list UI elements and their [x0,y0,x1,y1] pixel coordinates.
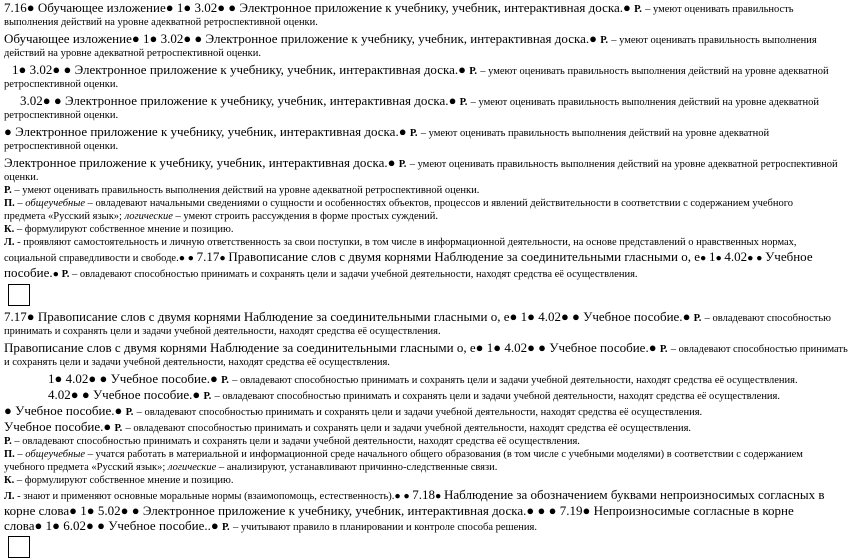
line-31: К. – формулируют собственное мнение и позицию. [4,475,234,486]
line-9: ● Электронное приложение к учебнику, учебник, интерактивная доска.● Р. – умеют оценивать правильность выполнения действий на уровне адекватной [4,124,770,139]
line-2: выполнения действий на уровне адекватной ретроспективной оценки. [4,17,318,28]
line-11: Электронное приложение к учебнику, учебник, интерактивная доска.● Р. – умеют оценивать правильность выполнения действий на уровне адекватной ретроспективной [4,155,838,170]
line-32: Л. - знают и применяют основные моральные нормы (взаимопомощь, естественность).● ● 7.18● Наблюдение за обозначением буквами непроизносимых согласных в [4,487,825,502]
line-29: П. – общеучебные – учатся работать в материальной и информационной среде начального общего образования (в том числе с учебными моделями) в соответствии с содержанием [4,449,803,460]
empty-cell-box [8,284,30,306]
line-21: принимать и сохранять цели и задачи учебной деятельности, находят средства её осуществления. [4,326,441,337]
line-33: корне слова● 1● 5.02● ● Электронное приложение к учебнику, учебник, интерактивная доска.● ● ● 7.19● Непроизносимые согласные в корне [4,503,794,518]
line-30: учебного предмета «Русский язык»; логические – анализируют, устанавливают причинно-следственные связи. [4,462,498,473]
line-24: 1● 4.02● ● Учебное пособие.● Р. – овладевают способностью принимать и сохранять цели и задачи учебной деятельности, находят средства её осуществления. [48,371,798,386]
line-22: Правописание слов с двумя корнями Наблюдение за соединительными гласными о, е● 1● 4.02● ● Учебное пособие.● Р. – овладевают способностью принимать [4,340,848,355]
line-20: 7.17● Правописание слов с двумя корнями Наблюдение за соединительными гласными о, е● 1● 4.02● ● Учебное пособие.● Р. – овладевают способностью [4,309,831,324]
line-10: ретроспективной оценки. [4,141,119,152]
line-4: действий на уровне адекватной ретроспективной оценки. [4,48,261,59]
line-28: Р. – овладевают способностью принимать и сохранять цели и задачи учебной деятельности, находят средства её осуществления. [4,436,580,447]
line-6: ретроспективной оценки. [4,79,119,90]
line-1: 7.16● Обучающее изложение● 1● 3.02● ● Электронное приложение к учебнику, учебник, интерактивная доска.● Р. – умеют оценивать правильность [4,0,794,15]
line-26: ● Учебное пособие.● Р. – овладевают способностью принимать и сохранять цели и задачи учебной деятельности, находят средства её осуществления. [4,403,703,418]
line-12: оценки. [4,172,39,183]
line-14: П. – общеучебные – овладевают начальными сведениями о сущности и особенностях объектов, процессов и явлений действительности в соответствии с содержанием учебного [4,198,794,209]
line-16: К. – формулируют собственное мнение и позицию. [4,224,234,235]
line-27: Учебное пособие.● Р. – овладевают способностью принимать и сохранять цели и задачи учебной деятельности, находят средства её осуществления. [4,419,692,434]
line-5: 1● 3.02● ● Электронное приложение к учебнику, учебник, интерактивная доска.● Р. – умеют оценивать правильность выполнения действий на уровне адекватной [12,62,829,77]
line-3: Обучающее изложение● 1● 3.02● ● Электронное приложение к учебнику, учебник, интерактивная доска.● Р. – умеют оценивать правильность выполнения [4,31,817,46]
line-7: 3.02● ● Электронное приложение к учебнику, учебник, интерактивная доска.● Р. – умеют оценивать правильность выполнения действий на уровне адекватной [20,93,819,108]
line-15: предмета «Русский язык»; логические – умеют строить рассуждения в форме простых суждений. [4,211,439,222]
line-8: ретроспективной оценки. [4,110,119,121]
line-13: Р. – умеют оценивать правильность выполнения действий на уровне адекватной ретроспективной оценки. [4,185,480,196]
empty-cell-box-bottom [8,536,30,558]
line-18: социальной справедливости и свободе.● ● 7.17● Правописание слов с двумя корнями Наблюдение за соединительными гласными о, е● 1● 4.02● ● Учебное [4,249,813,264]
line-23: и сохранять цели и задачи учебной деятельности, находят средства её осуществления. [4,357,390,368]
line-19: пособие.● Р. – овладевают способностью принимать и сохранять цели и задачи учебной деятельности, находят средства её осуществления. [4,265,638,280]
line-17: Л. - проявляют самостоятельность и личную ответственность за свои поступки, в том числе в информационной деятельности, на основе представлений о нравственных нормах, [4,237,797,248]
line-34: слова● 1● 6.02● ● Учебное пособие..● Р. – учитывают правило в планировании и контроле способа решения. [4,518,537,533]
line-25: 4.02● ● Учебное пособие.● Р. – овладевают способностью принимать и сохранять цели и задачи учебной деятельности, находят средства её осуществления. [48,387,781,402]
